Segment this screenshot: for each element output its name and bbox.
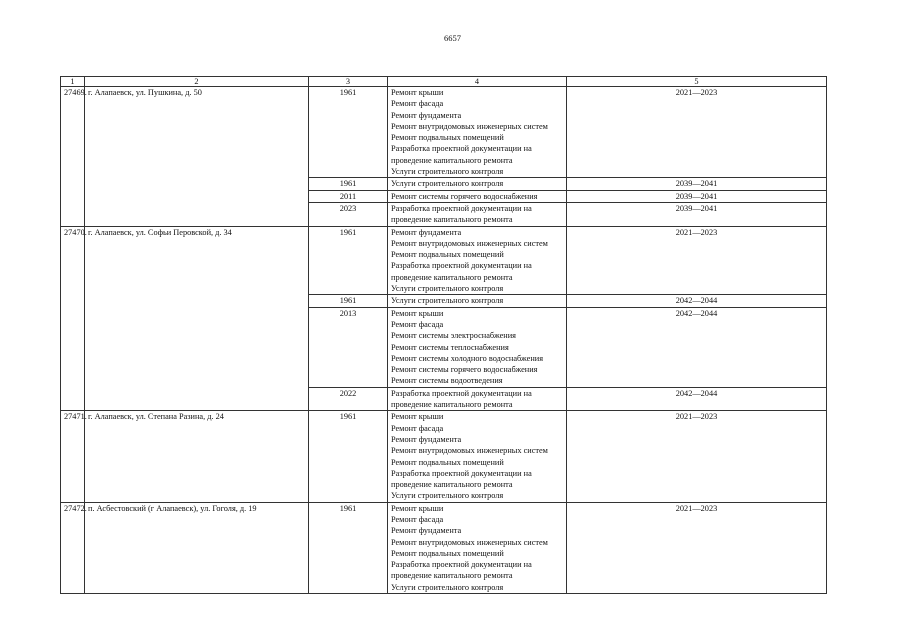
commissioning-year: 2023 bbox=[309, 202, 388, 226]
works-list bbox=[388, 307, 567, 387]
planned-period: 2039—2041 bbox=[567, 190, 827, 202]
work-item: Ремонт фасада bbox=[391, 99, 444, 109]
works-list bbox=[388, 87, 567, 178]
work-item: Ремонт системы электроснабжения bbox=[391, 331, 516, 341]
planned-period: 2039—2041 bbox=[567, 202, 827, 226]
building-address: г. Алапаевск, ул. Степана Разина, д. 24 bbox=[85, 411, 309, 502]
work-item: Услуги строительного контроля bbox=[391, 491, 504, 501]
planned-period: 2021—2023 bbox=[567, 411, 827, 502]
work-item: Ремонт фундамента bbox=[391, 526, 462, 536]
works-list bbox=[388, 411, 567, 502]
work-item: Ремонт системы горячего водоснабжения bbox=[391, 365, 538, 375]
commissioning-year: 1961 bbox=[309, 226, 388, 295]
work-item: Ремонт фасада bbox=[391, 514, 444, 524]
works-list bbox=[388, 202, 567, 226]
page-number: 6657 bbox=[444, 33, 461, 43]
table-row bbox=[61, 87, 827, 178]
works-list bbox=[388, 190, 567, 202]
planned-period: 2021—2023 bbox=[567, 502, 827, 593]
column-header: 5 bbox=[567, 77, 827, 87]
work-item: проведение капитального ремонта bbox=[391, 400, 513, 410]
work-item: Разработка проектной документации на bbox=[391, 560, 532, 570]
work-item: Ремонт крыши bbox=[391, 88, 444, 97]
commissioning-year: 2011 bbox=[309, 190, 388, 202]
work-item: Ремонт фасада bbox=[391, 423, 444, 433]
work-item: проведение капитального ремонта bbox=[391, 215, 513, 225]
work-item: Услуги строительного контроля bbox=[391, 582, 504, 592]
work-item: Ремонт крыши bbox=[391, 503, 444, 513]
works-list bbox=[388, 295, 567, 307]
commissioning-year: 1961 bbox=[309, 178, 388, 190]
building-address: г. Алапаевск, ул. Софьи Перовской, д. 34 bbox=[85, 226, 309, 411]
work-item: Ремонт системы горячего водоснабжения bbox=[391, 191, 538, 201]
table-row bbox=[61, 226, 827, 295]
work-item: Ремонт подвальных помещений bbox=[391, 457, 504, 467]
table-row bbox=[61, 502, 827, 593]
work-item: Ремонт фундамента bbox=[391, 434, 462, 444]
planned-period: 2021—2023 bbox=[567, 87, 827, 178]
planned-period: 2042—2044 bbox=[567, 307, 827, 387]
work-item: Услуги строительного контроля bbox=[391, 167, 504, 177]
work-item: проведение капитального ремонта bbox=[391, 480, 513, 490]
planned-period: 2021—2023 bbox=[567, 226, 827, 295]
work-item: Разработка проектной документации на bbox=[391, 203, 532, 213]
commissioning-year: 1961 bbox=[309, 502, 388, 593]
planned-period: 2042—2044 bbox=[567, 387, 827, 411]
works-list bbox=[388, 502, 567, 593]
record-number: 27469. bbox=[61, 87, 85, 227]
work-item: Разработка проектной документации на bbox=[391, 468, 532, 478]
planned-period: 2042—2044 bbox=[567, 295, 827, 307]
work-item: проведение капитального ремонта bbox=[391, 571, 513, 581]
commissioning-year: 1961 bbox=[309, 295, 388, 307]
column-header: 1 bbox=[61, 77, 85, 87]
commissioning-year: 1961 bbox=[309, 87, 388, 178]
column-header: 4 bbox=[388, 77, 567, 87]
repair-schedule-table bbox=[60, 76, 827, 594]
table-row bbox=[61, 411, 827, 502]
work-item: Ремонт системы водоотведения bbox=[391, 376, 503, 386]
work-item: Услуги строительного контроля bbox=[391, 179, 504, 189]
works-list bbox=[388, 387, 567, 411]
work-item: Ремонт фундамента bbox=[391, 110, 462, 120]
table-body bbox=[61, 87, 827, 594]
work-item: Ремонт фундамента bbox=[391, 227, 462, 237]
column-header: 2 bbox=[85, 77, 309, 87]
commissioning-year: 2022 bbox=[309, 387, 388, 411]
work-item: Ремонт внутридомовых инженерных систем bbox=[391, 537, 548, 547]
planned-period: 2039—2041 bbox=[567, 178, 827, 190]
works-list bbox=[388, 178, 567, 190]
commissioning-year: 2013 bbox=[309, 307, 388, 387]
work-item: проведение капитального ремонта bbox=[391, 155, 513, 165]
work-item: Ремонт внутридомовых инженерных систем bbox=[391, 446, 548, 456]
building-address: г. Алапаевск, ул. Пушкина, д. 50 bbox=[85, 87, 309, 227]
work-item: Ремонт крыши bbox=[391, 412, 444, 422]
work-item: Ремонт фасада bbox=[391, 319, 444, 329]
building-address: п. Асбестовский (г Алапаевск), ул. Гоголя, д. 19 bbox=[85, 502, 309, 593]
record-number: 27472. bbox=[61, 502, 85, 593]
work-item: Ремонт подвальных помещений bbox=[391, 250, 504, 260]
column-header: 3 bbox=[309, 77, 388, 87]
work-item: Услуги строительного контроля bbox=[391, 296, 504, 306]
work-item: Ремонт крыши bbox=[391, 308, 444, 318]
work-item: Ремонт внутридомовых инженерных систем bbox=[391, 238, 548, 248]
record-number: 27470. bbox=[61, 226, 85, 411]
column-number-row bbox=[61, 77, 827, 87]
work-item: Ремонт системы теплоснабжения bbox=[391, 342, 509, 352]
work-item: Разработка проектной документации на bbox=[391, 261, 532, 271]
work-item: Ремонт системы холодного водоснабжения bbox=[391, 353, 544, 363]
commissioning-year: 1961 bbox=[309, 411, 388, 502]
work-item: Разработка проектной документации на bbox=[391, 144, 532, 154]
record-number: 27471. bbox=[61, 411, 85, 502]
work-item: проведение капитального ремонта bbox=[391, 272, 513, 282]
works-list bbox=[388, 226, 567, 295]
work-item: Ремонт внутридомовых инженерных систем bbox=[391, 121, 548, 131]
work-item: Услуги строительного контроля bbox=[391, 284, 504, 294]
work-item: Разработка проектной документации на bbox=[391, 388, 532, 398]
work-item: Ремонт подвальных помещений bbox=[391, 133, 504, 143]
work-item: Ремонт подвальных помещений bbox=[391, 548, 504, 558]
